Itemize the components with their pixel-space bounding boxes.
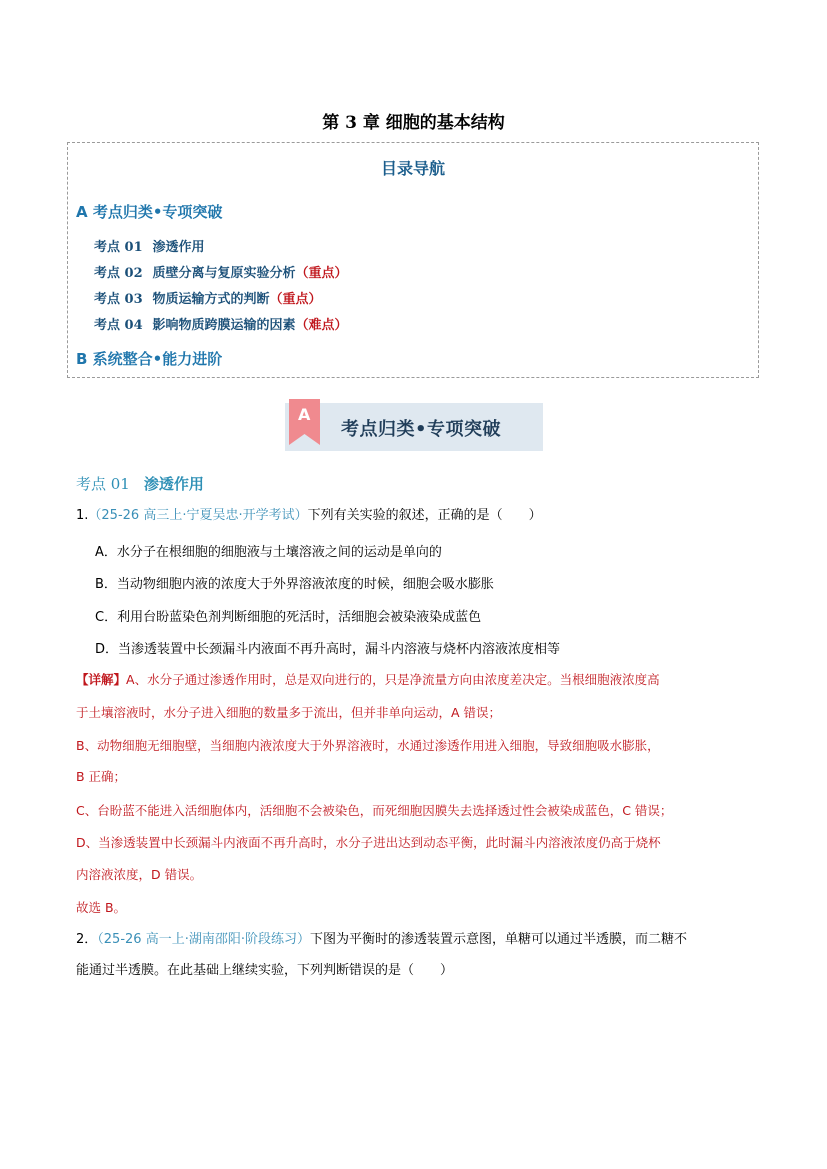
kaodian-text: 渗透作用 — [143, 475, 204, 493]
toc-item-num: 考点 02 — [94, 266, 143, 281]
banner-title: 考点归类•专项突破 — [341, 419, 502, 440]
toc-item-tag: （重点） — [269, 292, 322, 307]
question-1-stem — [76, 506, 542, 526]
page-title: 第 3 章 细胞的基本结构 — [322, 113, 505, 133]
toc-item-02[interactable] — [94, 262, 348, 281]
kaodian-num: 考点 01 — [76, 475, 130, 493]
option-d: D．当渗透装置中长颈漏斗内液面不再升高时，漏斗内溶液与烧杯内溶液浓度相等 — [95, 642, 561, 657]
toc-item-num: 考点 03 — [94, 292, 143, 307]
answer-choice: 故选 B。 — [76, 900, 127, 915]
question-stem: 下列有关实验的叙述，正确的是（ ） — [307, 508, 542, 523]
toc-item-text: 影响物质跨膜运输的因素 — [152, 318, 296, 333]
kaodian-heading — [76, 473, 204, 494]
toc-item-text: 质壁分离与复原实验分析 — [152, 266, 296, 281]
answer-line: B、动物细胞无细胞壁，当细胞内液浓度大于外界溶液时，水通过渗透作用进入细胞，导致细胞吸水膨胀， — [76, 738, 660, 753]
option-a: A．水分子在根细胞的细胞液与土壤溶液之间的运动是单向的 — [95, 545, 442, 560]
detail-label: 【详解】 — [76, 672, 127, 687]
option-b: B．当动物细胞内液的浓度大于外界溶液浓度的时候，细胞会吸水膨胀 — [95, 577, 494, 592]
toc-section-b[interactable]: B 系统整合•能力进阶 — [76, 350, 223, 368]
answer-line: 于土壤溶液时，水分子进入细胞的数量多于流出，但并非单向运动，A 错误； — [76, 705, 502, 720]
answer-line: B 正确； — [76, 769, 127, 784]
question-2-stem — [76, 930, 687, 950]
toc-item-num: 考点 01 — [94, 240, 143, 255]
toc-item-num: 考点 04 — [94, 318, 143, 333]
answer-line — [76, 670, 756, 688]
question-source: （25-26 高三上·宁夏吴忠·开学考试） — [88, 508, 308, 523]
toc-item-tag: （重点） — [295, 266, 348, 281]
toc-item-text: 渗透作用 — [152, 240, 205, 255]
section-banner — [285, 403, 543, 451]
toc-item-tag: （难点） — [295, 318, 348, 333]
answer-line: D、当渗透装置中长颈漏斗内液面不再升高时，水分子进出达到动态平衡，此时漏斗内溶液浓度仍高于烧杯 — [76, 835, 661, 850]
question-2-stem-cont: 能通过半透膜。在此基础上继续实验，下列判断错误的是（ ） — [76, 963, 454, 978]
answer-line: C、台盼蓝不能进入活细胞体内，活细胞不会被染色，而死细胞因膜失去选择透过性会被染成蓝色，C 错误； — [76, 803, 673, 818]
toc-heading: 目录导航 — [380, 159, 445, 178]
toc-item-text: 物质运输方式的判断 — [152, 292, 270, 307]
option-c: C．利用台盼蓝染色剂判断细胞的死活时，活细胞会被染液染成蓝色 — [95, 610, 482, 625]
toc-section-a[interactable]: A 考点归类•专项突破 — [76, 203, 223, 221]
toc-box — [67, 142, 759, 378]
question-stem: 下图为平衡时的渗透装置示意图，单糖可以通过半透膜，而二糖不 — [309, 932, 687, 947]
answer-text: A、水分子通过渗透作用时，总是双向进行的，只是净流量方向由浓度差决定。当根细胞液浓度高 — [126, 672, 660, 687]
question-number: 2． — [76, 932, 98, 947]
answer-line: 内溶液浓度，D 错误。 — [76, 867, 203, 882]
toc-item-03[interactable] — [94, 288, 322, 307]
toc-item-04[interactable] — [94, 314, 348, 333]
question-source: （25-26 高一上·湖南邵阳·阶段练习） — [97, 932, 310, 947]
toc-item-01[interactable] — [94, 236, 205, 255]
question-number: 1. — [76, 508, 89, 523]
banner-letter: A — [298, 405, 311, 424]
